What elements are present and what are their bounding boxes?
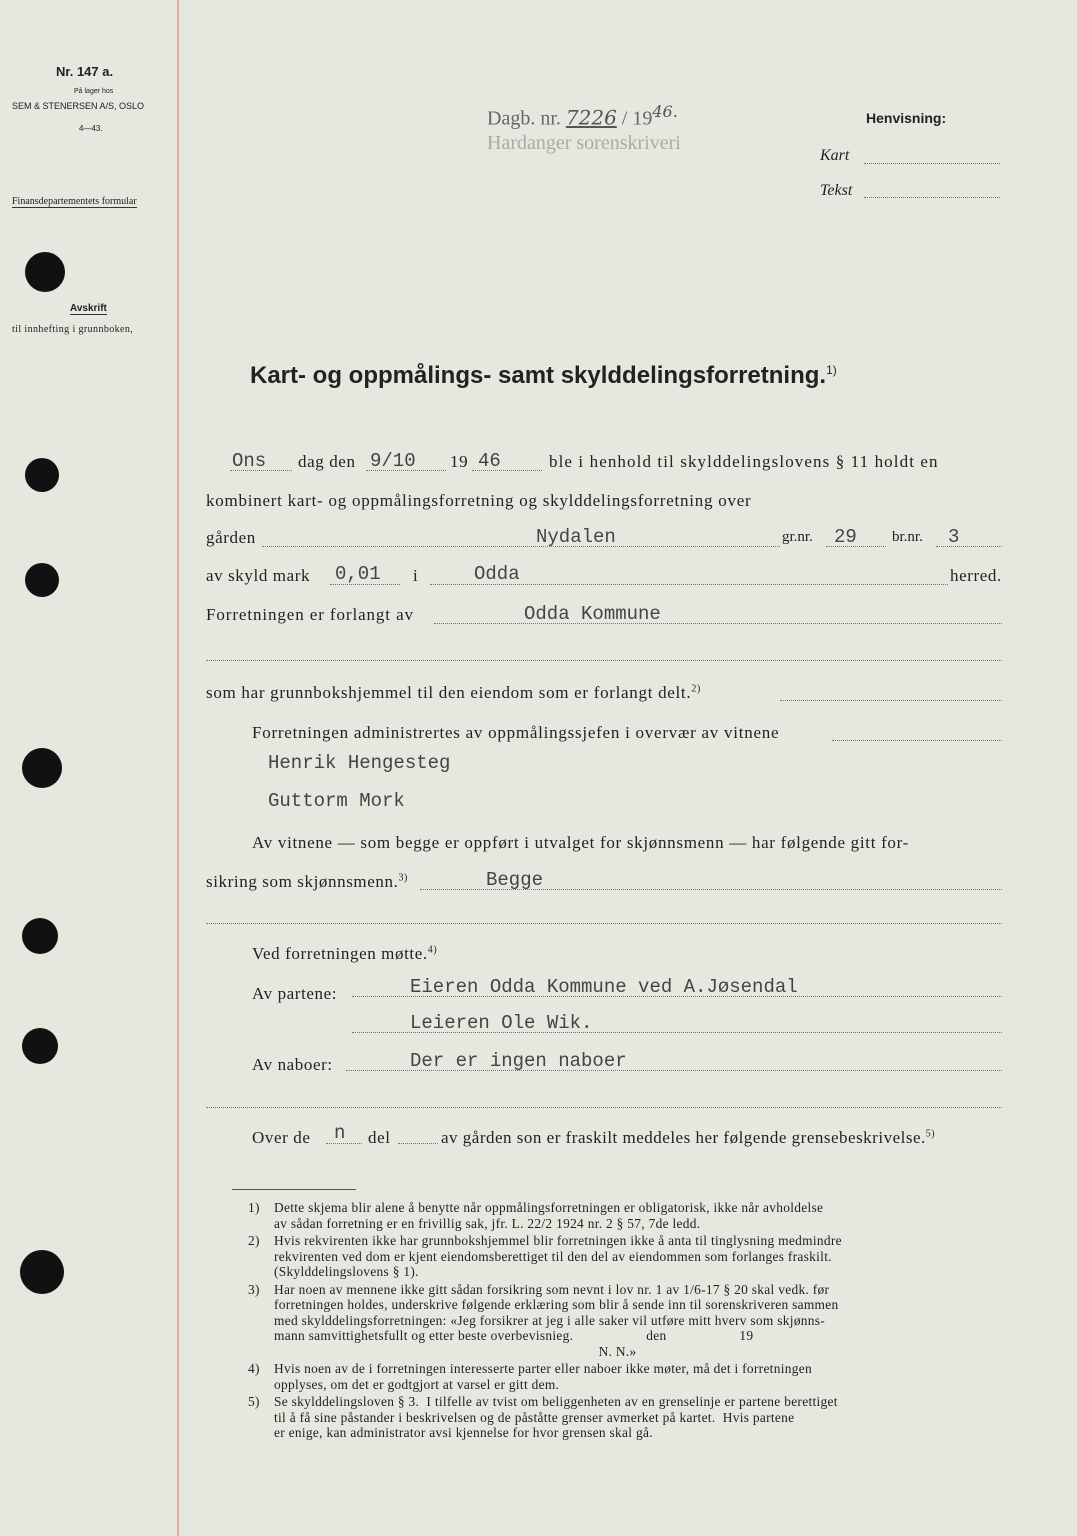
dagbok-year: 46. xyxy=(652,102,678,121)
footnote-line: Har noen av mennene ikke gitt sådan forsikring som nevnt i lov nr. 1 av 1/6-17 § 20 skal vedk. før xyxy=(274,1281,830,1297)
vitner-field xyxy=(420,889,1002,890)
reference-label: Henvisning: xyxy=(866,110,947,126)
naboer-value[interactable]: Der er ingen naboer xyxy=(410,1050,627,1072)
footnote-3 xyxy=(248,1282,1038,1360)
year-field xyxy=(472,470,542,471)
punch-hole xyxy=(25,458,59,492)
herred-label: herred. xyxy=(950,566,1002,585)
skyld-label: av skyld mark xyxy=(206,566,311,585)
partene-label: Av partene: xyxy=(252,984,338,1003)
footnote-line: N. N.» xyxy=(274,1343,637,1359)
garden-label: gården xyxy=(206,528,256,547)
footnote-line: mann samvittighetsfullt og etter beste overbevisnieg. den 19 xyxy=(274,1328,754,1343)
requested-label: Forretningen er forlangt av xyxy=(206,605,414,624)
del-field xyxy=(398,1143,438,1144)
footnote-number: 2) xyxy=(248,1233,260,1248)
title-note: 1) xyxy=(826,363,837,377)
punch-hole xyxy=(25,563,59,597)
vitner-line1: Av vitnene — som begge er oppført i utvalget for skjønnsmenn — har følgende gitt for- xyxy=(252,833,910,852)
requested-field xyxy=(434,623,1002,624)
witness-1[interactable]: Henrik Hengesteg xyxy=(268,752,451,774)
grnr-value[interactable]: 29 xyxy=(834,526,857,548)
footnote-4 xyxy=(248,1361,1038,1392)
punch-hole xyxy=(20,1250,64,1294)
tekst-field[interactable] xyxy=(864,197,1000,198)
footnote-line: rekvirenten ved dom er kjent eiendomsberettiget til den del av eiendommen som forlanges fraskilt. xyxy=(274,1248,832,1264)
tekst-label: Tekst xyxy=(820,182,853,199)
footnote-line: (Skylddelingslovens § 1). xyxy=(274,1264,419,1279)
dagbok-label: Dagb. nr. xyxy=(487,107,561,130)
footnote-line: av sådan forretning er en frivillig sak, jfr. L. 22/2 1924 nr. 2 § 57, 7de ledd. xyxy=(274,1215,701,1231)
brnr-label: br.nr. xyxy=(892,529,923,545)
punch-hole xyxy=(22,748,62,788)
office-stamp: Hardanger sorenskriveri xyxy=(487,132,681,154)
over-text xyxy=(441,1128,935,1148)
skyld-value[interactable]: 0,01 xyxy=(335,563,381,585)
hjemmel-field xyxy=(780,700,1002,701)
municipality-field xyxy=(430,584,948,585)
publisher-line2: SEM & STENERSEN A/S, OSLO xyxy=(12,101,145,111)
line1-text: ble i henhold til skylddelingslovens § 11 holdt en xyxy=(549,452,939,471)
farm-field xyxy=(262,546,780,547)
weekday-value[interactable]: Ons xyxy=(232,450,267,472)
vitner-answer[interactable]: Begge xyxy=(486,869,544,891)
over-rest: av gården son er fraskilt meddeles her følgende grensebeskrivelse. xyxy=(441,1128,926,1147)
over-fill[interactable]: n xyxy=(334,1122,346,1144)
footnote-number: 3) xyxy=(248,1281,260,1297)
farm-value[interactable]: Nydalen xyxy=(536,526,616,548)
footnote-line: opplyses, om det er godtgjort at varsel er gitt dem. xyxy=(274,1376,560,1392)
over-field xyxy=(326,1143,362,1144)
dagbok-year-prefix: / 19 xyxy=(621,107,653,130)
hjemmel-note: 2) xyxy=(691,683,702,695)
year-value[interactable]: 46 xyxy=(478,450,501,472)
dag-den-label: dag den xyxy=(298,452,356,471)
kart-label: Kart xyxy=(820,147,850,164)
footnote-line: med skylddelingsforretningen: «Jeg forsikrer at jeg i alle saker vil utføre mitt hverv som skjønns- xyxy=(274,1312,826,1328)
footnote-number: 5) xyxy=(248,1394,260,1409)
weekday-field xyxy=(230,470,292,471)
punch-hole xyxy=(22,1028,58,1064)
footnote-5 xyxy=(248,1394,1038,1441)
punch-hole xyxy=(25,252,65,292)
print-date: 4—43. xyxy=(79,124,103,133)
footnote-line: er enige, kan administrator avsi kjennelse for hvor grensen skal gå. xyxy=(274,1425,653,1440)
blank-line xyxy=(206,1107,1002,1108)
party-field-2 xyxy=(352,1032,1002,1033)
over-note: 5) xyxy=(925,1128,936,1140)
footnote-line: forretningen holdes, underskrive følgende erklæring som blir å sende inn til sorenskriveren sammen xyxy=(274,1297,839,1312)
footnote-line: Hvis noen av de i forretningen interesserte parter eller naboer ikke møter, må det i forretningen xyxy=(274,1361,812,1376)
footnote-line: Hvis rekvirenten ikke har grunnbokshjemmel blir forretningen ikke å anta til tinglysning medmindre xyxy=(274,1233,842,1248)
footnote-line: til å få sine påstander i beskrivelsen og de påståtte grenser avmerket på kartet. Hvis partene xyxy=(274,1409,795,1425)
party-1[interactable]: Eieren Odda Kommune ved A.Jøsendal xyxy=(410,976,798,998)
vitner-note: 3) xyxy=(398,872,408,884)
footnote-line: Se skylddelingsloven § 3. I tilfelle av tvist om beliggenheten av en grenselinje er partene berettiget xyxy=(274,1394,838,1409)
mote-label: Ved forretningen møtte. xyxy=(252,944,428,963)
blank-line xyxy=(206,660,1002,661)
skyld-field xyxy=(330,584,400,585)
footnote-rule xyxy=(232,1189,356,1190)
del-label: del xyxy=(368,1128,391,1147)
brnr-value[interactable]: 3 xyxy=(948,526,960,548)
date-value[interactable]: 9/10 xyxy=(370,450,416,472)
dagbok-stamp xyxy=(487,102,678,131)
over-de-label: Over de xyxy=(252,1128,311,1147)
i-label: i xyxy=(413,566,419,585)
line2-text: kombinert kart- og oppmålingsforretning og skylddelingsforretning over xyxy=(206,491,752,510)
party-2[interactable]: Leieren Ole Wik. xyxy=(410,1012,593,1034)
grnr-label: gr.nr. xyxy=(782,529,813,545)
hjemmel-label: som har grunnbokshjemmel til den eiendom som er forlangt delt. xyxy=(206,683,692,702)
blank-line xyxy=(206,923,1002,924)
party-field xyxy=(352,996,1002,997)
footnote-2 xyxy=(248,1233,1038,1280)
admin-field xyxy=(832,740,1002,741)
footnote-number: 1) xyxy=(248,1200,260,1215)
copy-note: til innhefting i grunnboken, xyxy=(12,324,134,335)
hjemmel-text xyxy=(206,683,701,703)
date-field xyxy=(366,470,446,471)
vitner-line2 xyxy=(206,872,408,892)
naboer-label: Av naboer: xyxy=(252,1055,333,1074)
form-number: Nr. 147 a. xyxy=(56,64,114,79)
dagbok-number: 7226 xyxy=(565,105,617,130)
title-text: Kart- og oppmålings- samt skylddelingsforretning. xyxy=(250,362,827,389)
brnr-field xyxy=(936,546,1002,547)
municipality-value[interactable]: Odda xyxy=(474,563,520,585)
punch-hole xyxy=(22,918,58,954)
publisher-line1: På lager hos xyxy=(74,88,114,95)
footnotes xyxy=(248,1200,1038,1443)
requested-value[interactable]: Odda Kommune xyxy=(524,603,661,625)
mote-text xyxy=(252,944,437,964)
mote-note: 4) xyxy=(427,944,438,956)
kart-field[interactable] xyxy=(864,163,1000,164)
footnote-line: Dette skjema blir alene å benytte når oppmålingsforretningen er obligatorisk, ikke når avholdelse xyxy=(274,1200,824,1215)
naboer-field xyxy=(346,1070,1002,1071)
year-prefix: 19 xyxy=(450,452,469,471)
grnr-field xyxy=(826,546,886,547)
footnote-1 xyxy=(248,1200,1038,1231)
copy-label: Avskrift xyxy=(70,303,107,314)
admin-text: Forretningen administrertes av oppmålingssjefen i overvær av vitnene xyxy=(252,723,780,742)
witness-2[interactable]: Guttorm Mork xyxy=(268,790,405,812)
footnote-number: 4) xyxy=(248,1361,260,1376)
page-title xyxy=(250,362,837,390)
form-type: Finansdepartementets formular xyxy=(12,196,137,207)
vitner-label: sikring som skjønnsmenn. xyxy=(206,872,399,891)
margin-line xyxy=(177,0,179,1536)
